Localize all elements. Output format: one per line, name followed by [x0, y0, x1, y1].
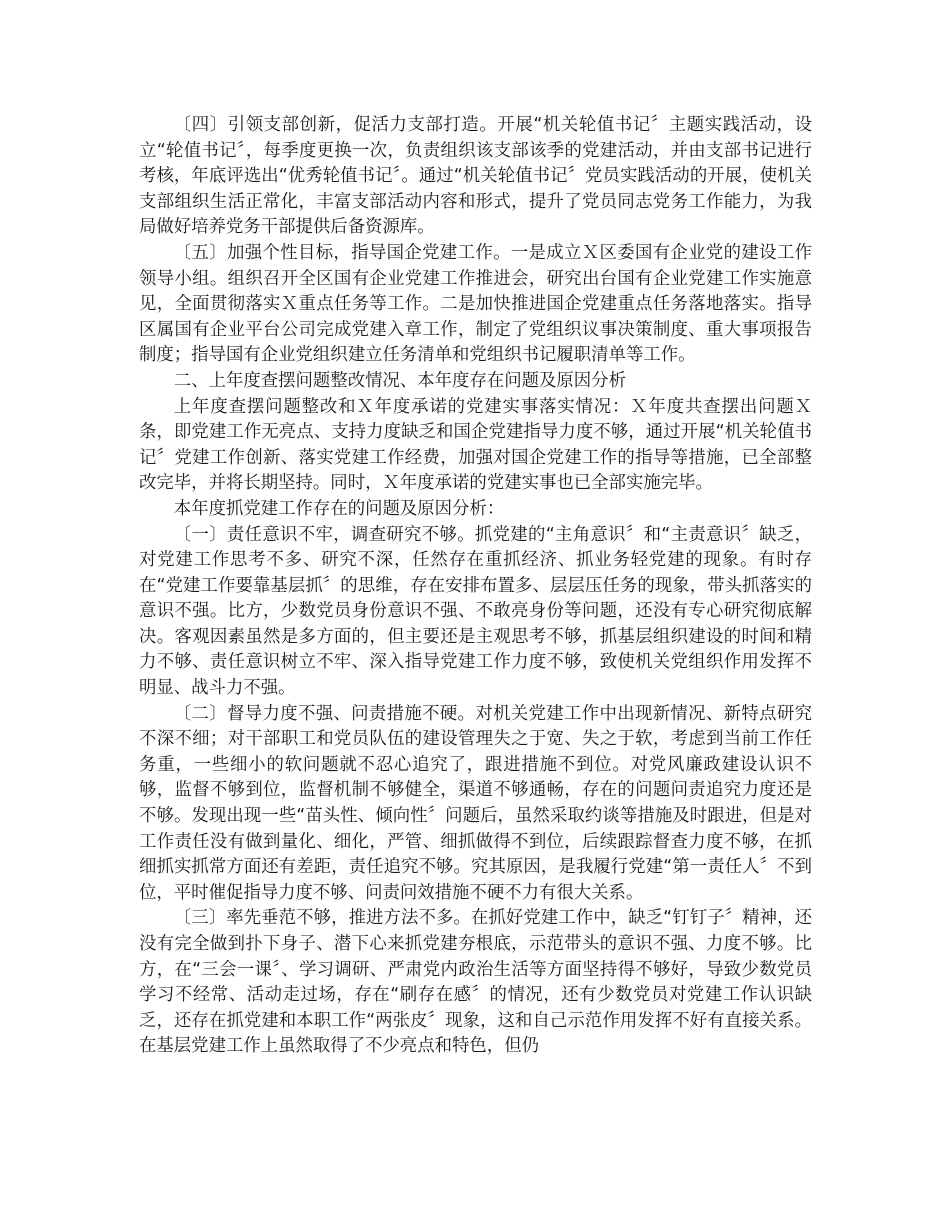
paragraph-section-4: 〔四〕引领支部创新，促活力支部打造。开展“机关轮值书记〞主题实践活动，设立“轮值书记〞，每季度更换一次，负责组织该支部该季的党建活动，并由支部书记进行考核，年底评选出“优秀轮值书记〞。通过“机关轮值书记〞党员实践活动的开展，使机关支部组织生活正常化，丰富支部活动内容和形式，提升了党员同志党务工作能力，为我局做好培养党务干部提供后备资源库。 [139, 115, 812, 238]
document-body [139, 113, 812, 1060]
paragraph-problem-1: 〔一〕责任意识不牢，调查研究不够。抓党建的“主角意识〞和“主责意识〞缺乏，对党建工作思考不多、研究不深，任然存在重抓经济、抓业务轻党建的现象。有时存在“党建工作要靠基层抓〞的思维，存在安排布置多、层层压任务的现象，带头抓落实的意识不强。比方，少数党员身份意识不强、不敢亮身份等问题，还没有专心研究彻底解决。客观因素虽然是多方面的，但主要还是主观思考不够，抓基层组织建设的时间和精力不够、责任意识树立不牢、深入指导党建工作力度不够，致使机关党组织作用发挥不明显、战斗力不强。 [139, 524, 812, 699]
paragraph-problem-3: 〔三〕率先垂范不够，推进方法不多。在抓好党建工作中，缺乏“钉钉子〞精神，还没有完全做到扑下身子、潜下心来抓党建夯根底，示范带头的意识不强、力度不够。比方，在“三会一课〞、学习调研、严肃党内政治生活等方面坚持得不够好，导致少数党员学习不经常、活动走过场，存在“刷存在感〞的情况，还有少数党员对党建工作认识缺乏，还存在抓党建和本职工作“两张皮〞现象，这和自己示范作用发挥不好有直接关系。在基层党建工作上虽然取得了不少亮点和特色，但仍 [139, 908, 812, 1057]
paragraph-last-year-rectification: 上年度查摆问题整改和Ｘ年度承诺的党建实事落实情况：Ｘ年度共查摆出问题Ｘ条，即党建工作无亮点、支持力度缺乏和国企党建指导力度不够，通过开展“机关轮值书记〞党建工作创新、落实党建工作经费，加强对国企党建工作的指导等措施，已全部整改完毕，并将长期坚持。同时，Ｘ年度承诺的党建实事也已全部实施完毕。 [139, 396, 812, 494]
paragraph-problem-2: 〔二〕督导力度不强、问责措施不硬。对机关党建工作中出现新情况、新特点研究不深不细；对干部职工和党员队伍的建设管理失之于宽、失之于软，考虑到当前工作任务重，一些细小的软问题就不忍心追究了，跟进措施不到位。对党风廉政建设认识不够，监督不够到位，监督机制不够健全，渠道不够通畅，存在的问题问责追究力度还是不够。发现出现一些“苗头性、倾向性〞问题后，虽然采取约谈等措施及时跟进，但是对工作责任没有做到量化、细化，严管、细抓做得不到位，后续跟踪督查力度不够，在抓细抓实抓常方面还有差距，责任追究不够。究其原因，是我履行党建“第一责任人〞不到位，平时催促指导力度不够、问责问效措施不硬不力有很大关系。 [139, 703, 812, 903]
paragraph-section-5: 〔五〕加强个性目标，指导国企党建工作。一是成立Ｘ区委国有企业党的建设工作领导小组。组织召开全区国有企业党建工作推进会，研究出台国有企业党建工作实施意见，全面贯彻落实Ｘ重点任务等工作。二是加快推进国企党建重点任务落地落实。指导区属国有企业平台公司完成党建入章工作，制定了党组织议事决策制度、重大事项报告制度；指导国有企业党组织建立任务清单和党组织书记履职清单等工作。 [139, 242, 812, 366]
paragraph-problem-analysis-intro: 本年度抓党建工作存在的问题及原因分析： [173, 498, 505, 519]
section-heading-2: 二、上年度查摆问题整改情况、本年度存在问题及原因分析 [173, 370, 626, 391]
